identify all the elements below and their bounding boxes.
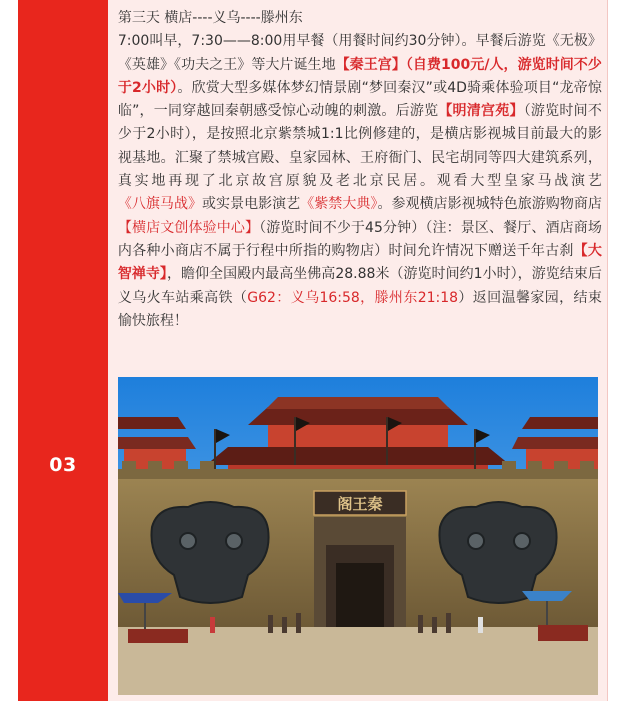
description-text: 或实景电影演艺	[202, 196, 301, 213]
highlighted-attraction: G62：义乌16:58，滕州东21:18	[247, 289, 459, 306]
main-gate	[314, 491, 406, 629]
qin-palace-illustration	[118, 377, 598, 695]
qin-palace-photo	[118, 377, 598, 695]
description-text: 7:00叫早，7:30——8:00用早餐（用餐时间约30分钟）。早餐后游览《无极》《英雄》《功夫之王》等大片诞生地	[117, 33, 602, 73]
highlighted-attraction: 【大智禅寺】	[117, 242, 602, 283]
description-text: ）返回温馨家园，结束愉快旅程！	[117, 289, 602, 329]
highlighted-attraction: 【横店文创体验中心】	[117, 219, 260, 236]
day-description	[118, 30, 602, 333]
highlighted-attraction: 【明清宫苑】	[438, 103, 524, 120]
highlighted-attraction: 《八旗马战》	[117, 196, 203, 213]
description-text: （游览时间不少于2小时），是按照北京紫禁城1:1比例修建的，是横店影视城目前最大的影视基地。汇聚了禁城宫殿、皇家园林、王府衙门、民宅胡同等四大建筑系列，真实地再现了北京故宫原貌及老北京民居。观看大型皇家马战演艺	[117, 103, 602, 190]
day-title: 第三天 横店----义乌----滕州东	[117, 10, 303, 26]
right-stall	[538, 625, 588, 641]
day-number-column	[18, 0, 108, 701]
description-text: 。参观横店影视城特色旅游购物商店	[377, 196, 602, 213]
day-content-panel	[108, 0, 608, 701]
description-text: （游览时间不少于45分钟）（注：景区、餐厅、酒店商场内各种小商店不属于行程中所指的购物店）时间允许情况下赠送千年古刹	[117, 219, 602, 259]
description-text: ，瞻仰全国殿内最高坐佛高28.88米（游览时间约1小时），游览结束后义乌火车站乘高铁（	[117, 266, 602, 306]
left-stall	[128, 629, 188, 643]
day-number: 03	[49, 454, 77, 476]
itinerary-text	[118, 7, 602, 333]
plaza-ground	[118, 627, 598, 695]
highlighted-attraction: 《紫禁大典》	[300, 196, 378, 213]
highlighted-attraction: 【秦王宫】（自费100元/人，游览时间不少于2小时）	[117, 56, 602, 96]
gate-plaque: 阁王秦	[337, 495, 383, 513]
itinerary-day-row	[18, 0, 608, 701]
description-text: 。欣赏大型多媒体梦幻情景剧“梦回秦汉”或4D骑乘体验项目“龙帝惊临”，一同穿越回秦朝感受惊心动魄的刺激。后游览	[117, 79, 602, 120]
